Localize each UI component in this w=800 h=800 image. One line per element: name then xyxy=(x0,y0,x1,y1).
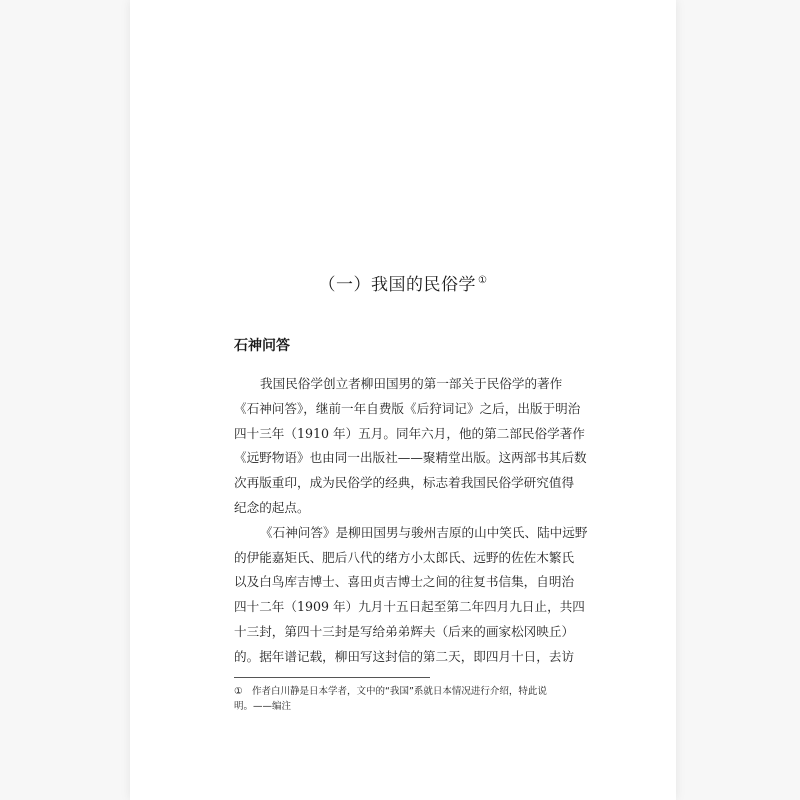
section-heading: 石神问答 xyxy=(234,338,290,354)
body-text xyxy=(234,372,588,670)
paragraph-1-line-3: 四十三年（1910 年）五月。同年六月，他的第二部民俗学著作 xyxy=(234,425,585,441)
paragraph-2-line-6: 的。据年谱记载，柳田写这封信的第二天，即四月十日，去访 xyxy=(234,648,575,664)
paragraph-2-line-5: 十三封，第四十三封是写给弟弟辉夫（后来的画家松冈映丘） xyxy=(234,623,575,639)
paragraph-1-line-1: 我国民俗学创立者柳田国男的第一部关于民俗学的著作 xyxy=(260,376,563,391)
paragraph-2-line-1: 《石神问答》是柳田国男与骏州吉原的山中笑氏、陆中远野 xyxy=(260,524,588,540)
footnote-divider xyxy=(234,677,430,678)
footnote-reference-mark: ① xyxy=(478,275,488,287)
footnote xyxy=(234,684,576,714)
paragraph-1-line-6: 纪念的起点。 xyxy=(234,499,310,515)
book-page xyxy=(130,0,676,800)
paragraph-1-line-4: 《远野物语》也由同一出版社——聚精堂出版。这两部书其后数 xyxy=(234,450,587,466)
paragraph-2-line-4: 四十二年（1909 年）九月十五日起至第二年四月九日止，共四 xyxy=(234,599,585,615)
footnote-line-1: ① 作者白川静是日本学者，文中的“我国”系就日本情况进行介绍，特此说 xyxy=(234,686,547,697)
chapter-title-text: （一）我国的民俗学 xyxy=(318,275,477,295)
paragraph-2-line-2: 的伊能嘉矩氏、肥后八代的绪方小太郎氏、远野的佐佐木繁氏 xyxy=(234,549,575,565)
paragraph-2-line-3: 以及白鸟库吉博士、喜田贞吉博士之间的往复书信集，自明治 xyxy=(234,574,575,590)
chapter-title xyxy=(130,270,676,295)
paragraph-1-line-5: 次再版重印，成为民俗学的经典，标志着我国民俗学研究值得 xyxy=(234,475,575,491)
footnote-line-2: 明。——编注 xyxy=(234,701,292,712)
paragraph-1-line-2: 《石神问答》，继前一年自费版《后狩词记》之后，出版于明治 xyxy=(234,400,581,416)
